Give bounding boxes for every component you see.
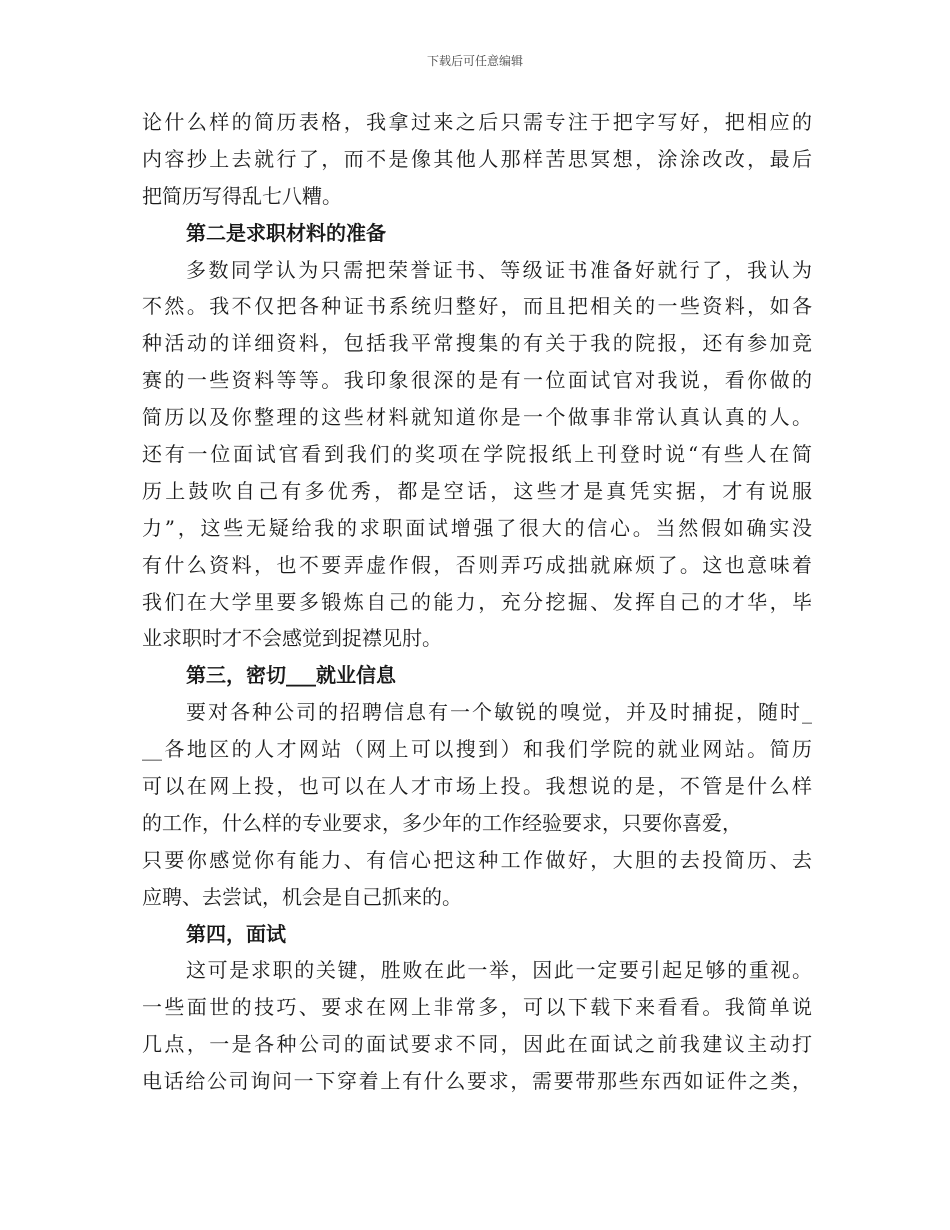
body-line: 电话给公司询问一下穿着上有什么要求，需要带那些东西如证件之类， — [142, 1069, 812, 1094]
page-header: 下载后可任意编辑 — [426, 54, 523, 68]
body-line: 的工作，什么样的专业要求，多少年的工作经验要求，只要你喜爱， — [142, 810, 742, 835]
body-line: 业求职时才不会感觉到捉襟见肘。 — [142, 626, 442, 651]
body-line: 内容抄上去就行了，而不是像其他人那样苦思冥想，涂涂改改，最后 — [142, 146, 812, 171]
body-line: 我们在大学里要多锻炼自己的能力，充分挖掘、发挥自己的才华，毕 — [142, 589, 812, 614]
section-heading: 第二是求职材料的准备 — [186, 220, 386, 245]
section-heading: 第三，密切___就业信息 — [186, 663, 396, 688]
body-line: 把简历写得乱七八糟。 — [142, 183, 342, 208]
section-heading: 第四，面试 — [186, 921, 286, 946]
body-line: 只要你感觉你有能力、有信心把这种工作做好，大胆的去投简历、去 — [142, 847, 812, 872]
body-line: 还有一位面试官看到我们的奖项在学院报纸上刊登时说“有些人在简 — [142, 442, 812, 467]
body-line: 多数同学认为只需把荣誉证书、等级证书准备好就行了，我认为 — [186, 257, 812, 282]
body-line: __各地区的人才网站（网上可以搜到）和我们学院的就业网站。简历 — [142, 737, 812, 762]
body-line: 可以在网上投，也可以在人才市场上投。我想说的是，不管是什么样 — [142, 774, 812, 799]
body-line: 要对各种公司的招聘信息有一个敏锐的嗅觉，并及时捕捉，随时_ — [186, 700, 812, 725]
body-line: 有什么资料，也不要弄虚作假，否则弄巧成拙就麻烦了。这也意味着 — [142, 552, 812, 577]
body-line: 力”，这些无疑给我的求职面试增强了很大的信心。当然假如确实没 — [142, 515, 812, 540]
body-line: 历上鼓吹自己有多优秀，都是空话，这些才是真凭实据，才有说服 — [142, 478, 812, 503]
body-line: 这可是求职的关键，胜败在此一举，因此一定要引起足够的重视。 — [186, 958, 812, 983]
body-line: 论什么样的简历表格，我拿过来之后只需专注于把字写好，把相应的 — [142, 110, 812, 134]
body-line: 不然。我不仅把各种证书系统归整好，而且把相关的一些资料，如各 — [142, 294, 812, 319]
document-body — [142, 104, 812, 1100]
body-line: 种活动的详细资料，包括我平常搜集的有关于我的院报，还有参加竞 — [142, 331, 812, 356]
body-line: 一些面世的技巧、要求在网上非常多，可以下载下来看看。我简单说 — [142, 995, 812, 1020]
body-line: 应聘、去尝试，机会是自己抓来的。 — [142, 884, 462, 909]
body-line: 简历以及你整理的这些材料就知道你是一个做事非常认真认真的人。 — [142, 405, 812, 430]
body-line: 赛的一些资料等等。我印象很深的是有一位面试官对我说，看你做的 — [142, 368, 812, 393]
body-line: 几点，一是各种公司的面试要求不同，因此在面试之前我建议主动打 — [142, 1032, 812, 1057]
